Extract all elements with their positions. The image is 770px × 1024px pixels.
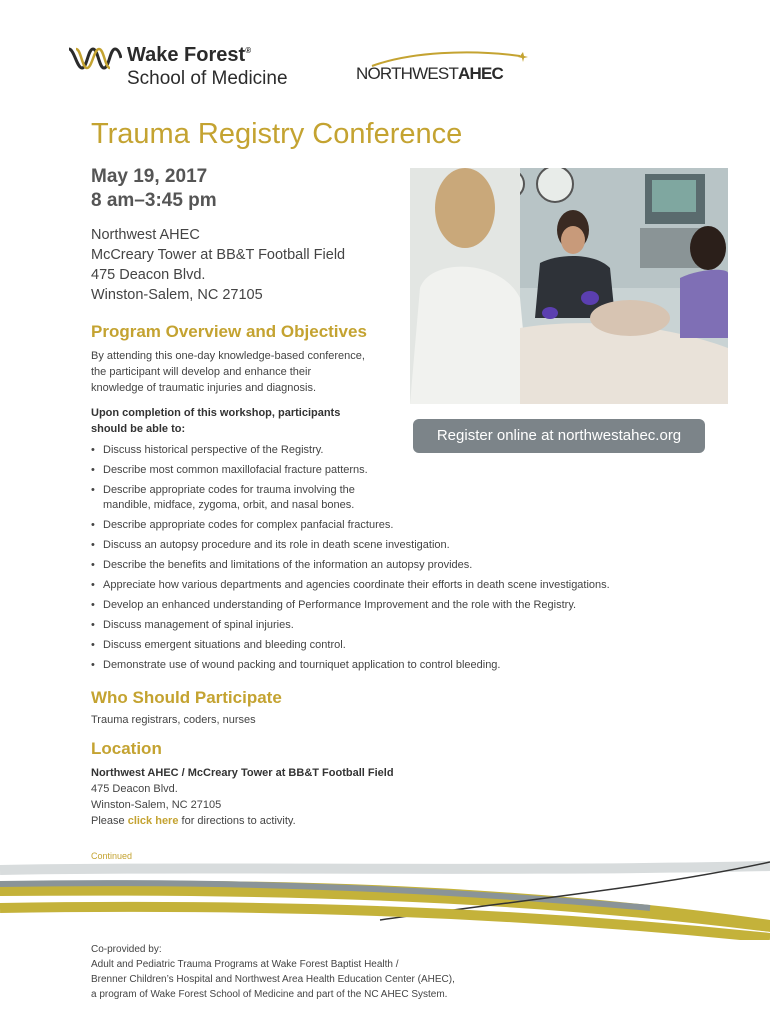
objective-item: • Discuss management of spinal injuries. [91, 618, 731, 633]
wake-forest-mark-icon [68, 46, 122, 72]
wake-forest-school: School of Medicine [127, 68, 288, 89]
event-date: May 19, 2017 [91, 166, 208, 187]
objective-item-line: mandible, midface, zygoma, orbit, and nasal bones. [103, 499, 355, 511]
footer-line: Brenner Children’s Hospital and Northwest Area Health Education Center (AHEC), [91, 974, 455, 985]
wake-forest-logo [68, 44, 308, 96]
objective-item-line: Describe appropriate codes for trauma involving the [103, 484, 355, 496]
who-heading: Who Should Participate [91, 688, 282, 707]
footer-line: a program of Wake Forest School of Medicine and part of the NC AHEC System. [91, 989, 448, 1000]
continued-label: Continued [91, 851, 133, 861]
footer-line: Adult and Pediatric Trauma Programs at Wake Forest Baptist Health / [91, 959, 399, 970]
co-provided-footer [91, 942, 455, 1002]
northwest-ahec-logo [356, 50, 526, 90]
page-title: Trauma Registry Conference [91, 118, 463, 150]
directions-link[interactable]: click here [127, 815, 179, 827]
address-line: Northwest AHEC [91, 227, 200, 243]
overview-paragraph [91, 348, 365, 396]
location-city: Winston-Salem, NC 27105 [91, 799, 222, 811]
location-heading: Location [91, 739, 162, 758]
event-time: 8 am–3:45 pm [91, 190, 217, 211]
objective-item: • Discuss emergent situations and bleeding control. [91, 638, 731, 653]
event-datetime [91, 165, 217, 213]
objectives-intro [91, 405, 340, 437]
objective-item: • Appreciate how various departments and agencies coordinate their efforts in death scene investigations. [91, 578, 731, 593]
objective-item: • Discuss an autopsy procedure and its role in death scene investigation. [91, 538, 731, 553]
footer-line: Co-provided by: [91, 944, 162, 955]
address-line: 475 Deacon Blvd. [91, 267, 206, 283]
objective-item: • Describe appropriate codes for complex panfacial fractures. [91, 518, 731, 533]
objective-item: • Describe most common maxillofacial fracture patterns. [91, 463, 731, 478]
overview-heading: Program Overview and Objectives [91, 322, 367, 341]
wake-forest-name: Wake Forest® [127, 44, 252, 66]
objectives-list [91, 443, 731, 678]
address-line: McCreary Tower at BB&T Football Field [91, 247, 346, 263]
overview-line: the participant will develop and enhance their [91, 366, 312, 378]
address-line: Winston-Salem, NC 27105 [91, 287, 263, 303]
objectives-intro-line: should be able to: [91, 423, 186, 435]
photo-illustration [410, 168, 728, 404]
objective-item [91, 483, 731, 513]
directions-text: for directions to activity. [178, 815, 296, 827]
location-street: 475 Deacon Blvd. [91, 783, 178, 795]
objective-item: • Demonstrate use of wound packing and tourniquet application to control bleeding. [91, 658, 731, 673]
northwest-ahec-wordmark: NORTHWESTAHEC [356, 64, 504, 83]
directions-line [91, 813, 394, 829]
overview-line: By attending this one-day knowledge-based conference, [91, 350, 365, 362]
overview-line: knowledge of traumatic injuries and diagnosis. [91, 382, 317, 394]
directions-text: Please [91, 815, 128, 827]
location-details [91, 765, 394, 829]
objective-item: • Develop an enhanced understanding of Performance Improvement and the role with the Registry. [91, 598, 731, 613]
trauma-team-photo [410, 168, 728, 404]
objective-item: • Discuss historical perspective of the Registry. [91, 443, 731, 458]
event-address [91, 225, 345, 305]
who-text: Trauma registrars, coders, nurses [91, 714, 256, 726]
register-online-button[interactable]: Register online at northwestahec.org [413, 419, 705, 453]
objectives-intro-line: Upon completion of this workshop, participants [91, 407, 341, 419]
decorative-swoosh [0, 860, 770, 940]
objective-item: • Describe the benefits and limitations of the information an autopsy provides. [91, 558, 731, 573]
location-name: Northwest AHEC / McCreary Tower at BB&T Football Field [91, 767, 394, 779]
